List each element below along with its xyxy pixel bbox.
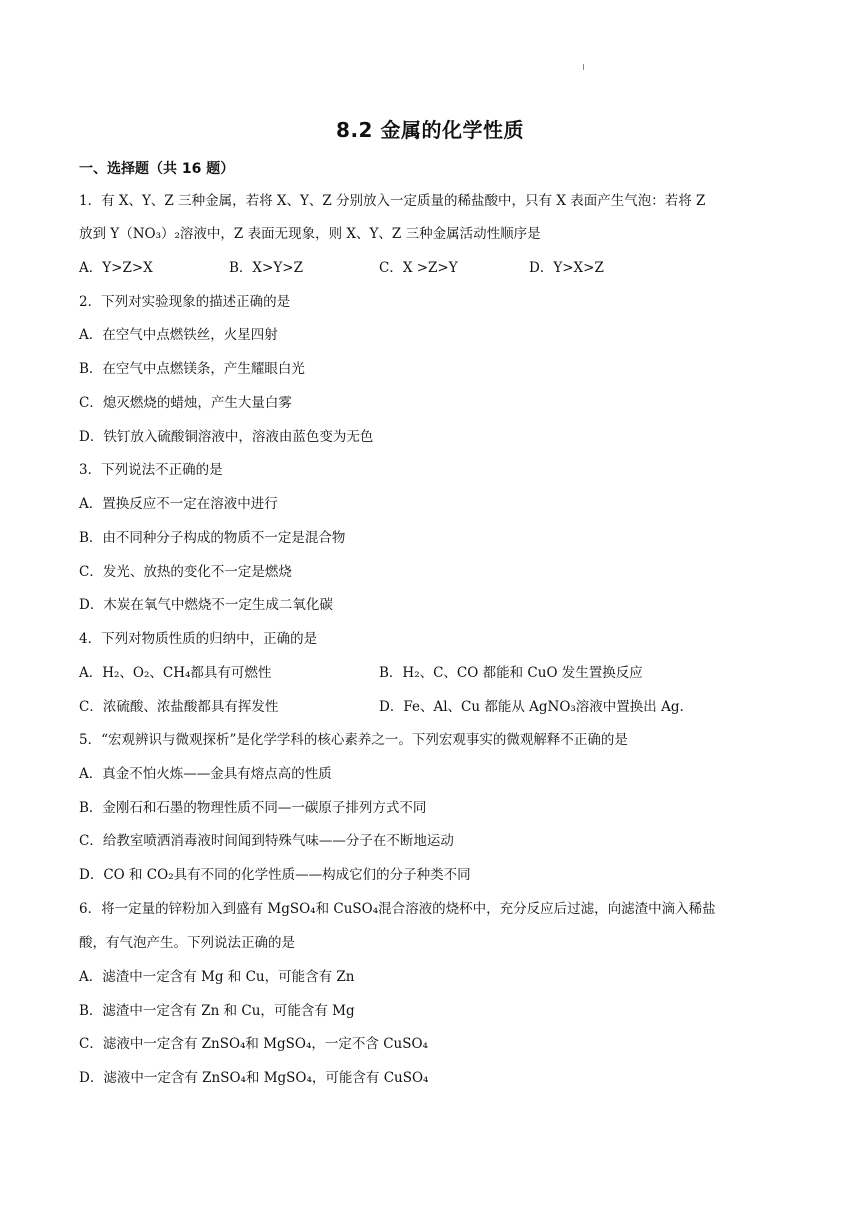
- question-2-option-c: C．熄灭燃烧的蜡烛，产生大量白雾: [79, 395, 292, 411]
- question-5-option-c: C．给教室喷洒消毒液时间闻到特殊气味——分子在不断地运动: [79, 833, 454, 849]
- question-3-option-a: A．置换反应不一定在溶液中进行: [79, 496, 278, 512]
- question-1-option-d: D．Y>X>Z: [529, 260, 604, 276]
- question-1-stem-line-1: 1．有 X、Y、Z 三种金属，若将 X、Y、Z 分别放入一定质量的稀盐酸中，只有 X 表面产生气泡：若将 Z: [79, 193, 706, 209]
- section-heading: 一、选择题（共 16 题）: [79, 161, 235, 177]
- question-3-option-b: B．由不同种分子构成的物质不一定是混合物: [79, 530, 346, 546]
- question-5-option-d: D．CO 和 CO₂具有不同的化学性质——构成它们的分子种类不同: [79, 867, 471, 883]
- question-2-option-b: B．在空气中点燃镁条，产生耀眼白光: [79, 361, 305, 377]
- question-3-option-d: D．木炭在氧气中燃烧不一定生成二氧化碳: [79, 597, 333, 613]
- question-1-option-b: B．X>Y>Z: [229, 260, 303, 276]
- header-mark: [583, 64, 584, 70]
- question-4-option-b: B．H₂、C、CO 都能和 CuO 发生置换反应: [379, 665, 643, 681]
- question-4-stem: 4．下列对物质性质的归纳中，正确的是: [79, 631, 318, 647]
- question-4-option-a: A．H₂、O₂、CH₄都具有可燃性: [79, 665, 272, 681]
- question-1-option-c: C．X >Z>Y: [379, 260, 458, 276]
- question-6-option-b: B．滤渣中一定含有 Zn 和 Cu，可能含有 Mg: [79, 1003, 355, 1019]
- question-6-option-c: C．滤液中一定含有 ZnSO₄和 MgSO₄，一定不含 CuSO₄: [79, 1036, 428, 1052]
- question-6-option-d: D．滤液中一定含有 ZnSO₄和 MgSO₄，可能含有 CuSO₄: [79, 1070, 429, 1086]
- page-title: 8.2 金属的化学性质: [336, 118, 524, 142]
- question-6-stem-line-2: 酸，有气泡产生。下列说法正确的是: [79, 935, 295, 951]
- question-6-option-a: A．滤渣中一定含有 Mg 和 Cu，可能含有 Zn: [79, 969, 355, 985]
- question-3-option-c: C．发光、放热的变化不一定是燃烧: [79, 564, 292, 580]
- question-5-option-b: B．金刚石和石墨的物理性质不同—一碳原子排列方式不同: [79, 800, 427, 816]
- question-4-option-d: D．Fe、Al、Cu 都能从 AgNO₃溶液中置换出 Ag.: [379, 699, 684, 715]
- question-5-stem: 5．“宏观辨识与微观探析”是化学学科的核心素养之一。下列宏观事实的微观解释不正确的是: [79, 732, 628, 748]
- question-4-option-c: C．浓硫酸、浓盐酸都具有挥发性: [79, 699, 279, 715]
- question-5-option-a: A．真金不怕火炼——金具有熔点高的性质: [79, 766, 332, 782]
- question-1-option-a: A．Y>Z>X: [79, 260, 153, 276]
- question-3-stem: 3．下列说法不正确的是: [79, 462, 223, 478]
- question-1-stem-line-2: 放到 Y（NO₃）₂溶液中，Z 表面无现象，则 X、Y、Z 三种金属活动性顺序是: [79, 226, 541, 242]
- question-6-stem-line-1: 6．将一定量的锌粉加入到盛有 MgSO₄和 CuSO₄混合溶液的烧杯中，充分反应后过滤，向滤渣中滴入稀盐: [79, 901, 716, 917]
- question-2-option-d: D．铁钉放入硫酸铜溶液中，溶液由蓝色变为无色: [79, 429, 374, 445]
- question-2-stem: 2．下列对实验现象的描述正确的是: [79, 294, 291, 310]
- question-2-option-a: A．在空气中点燃铁丝，火星四射: [79, 327, 278, 343]
